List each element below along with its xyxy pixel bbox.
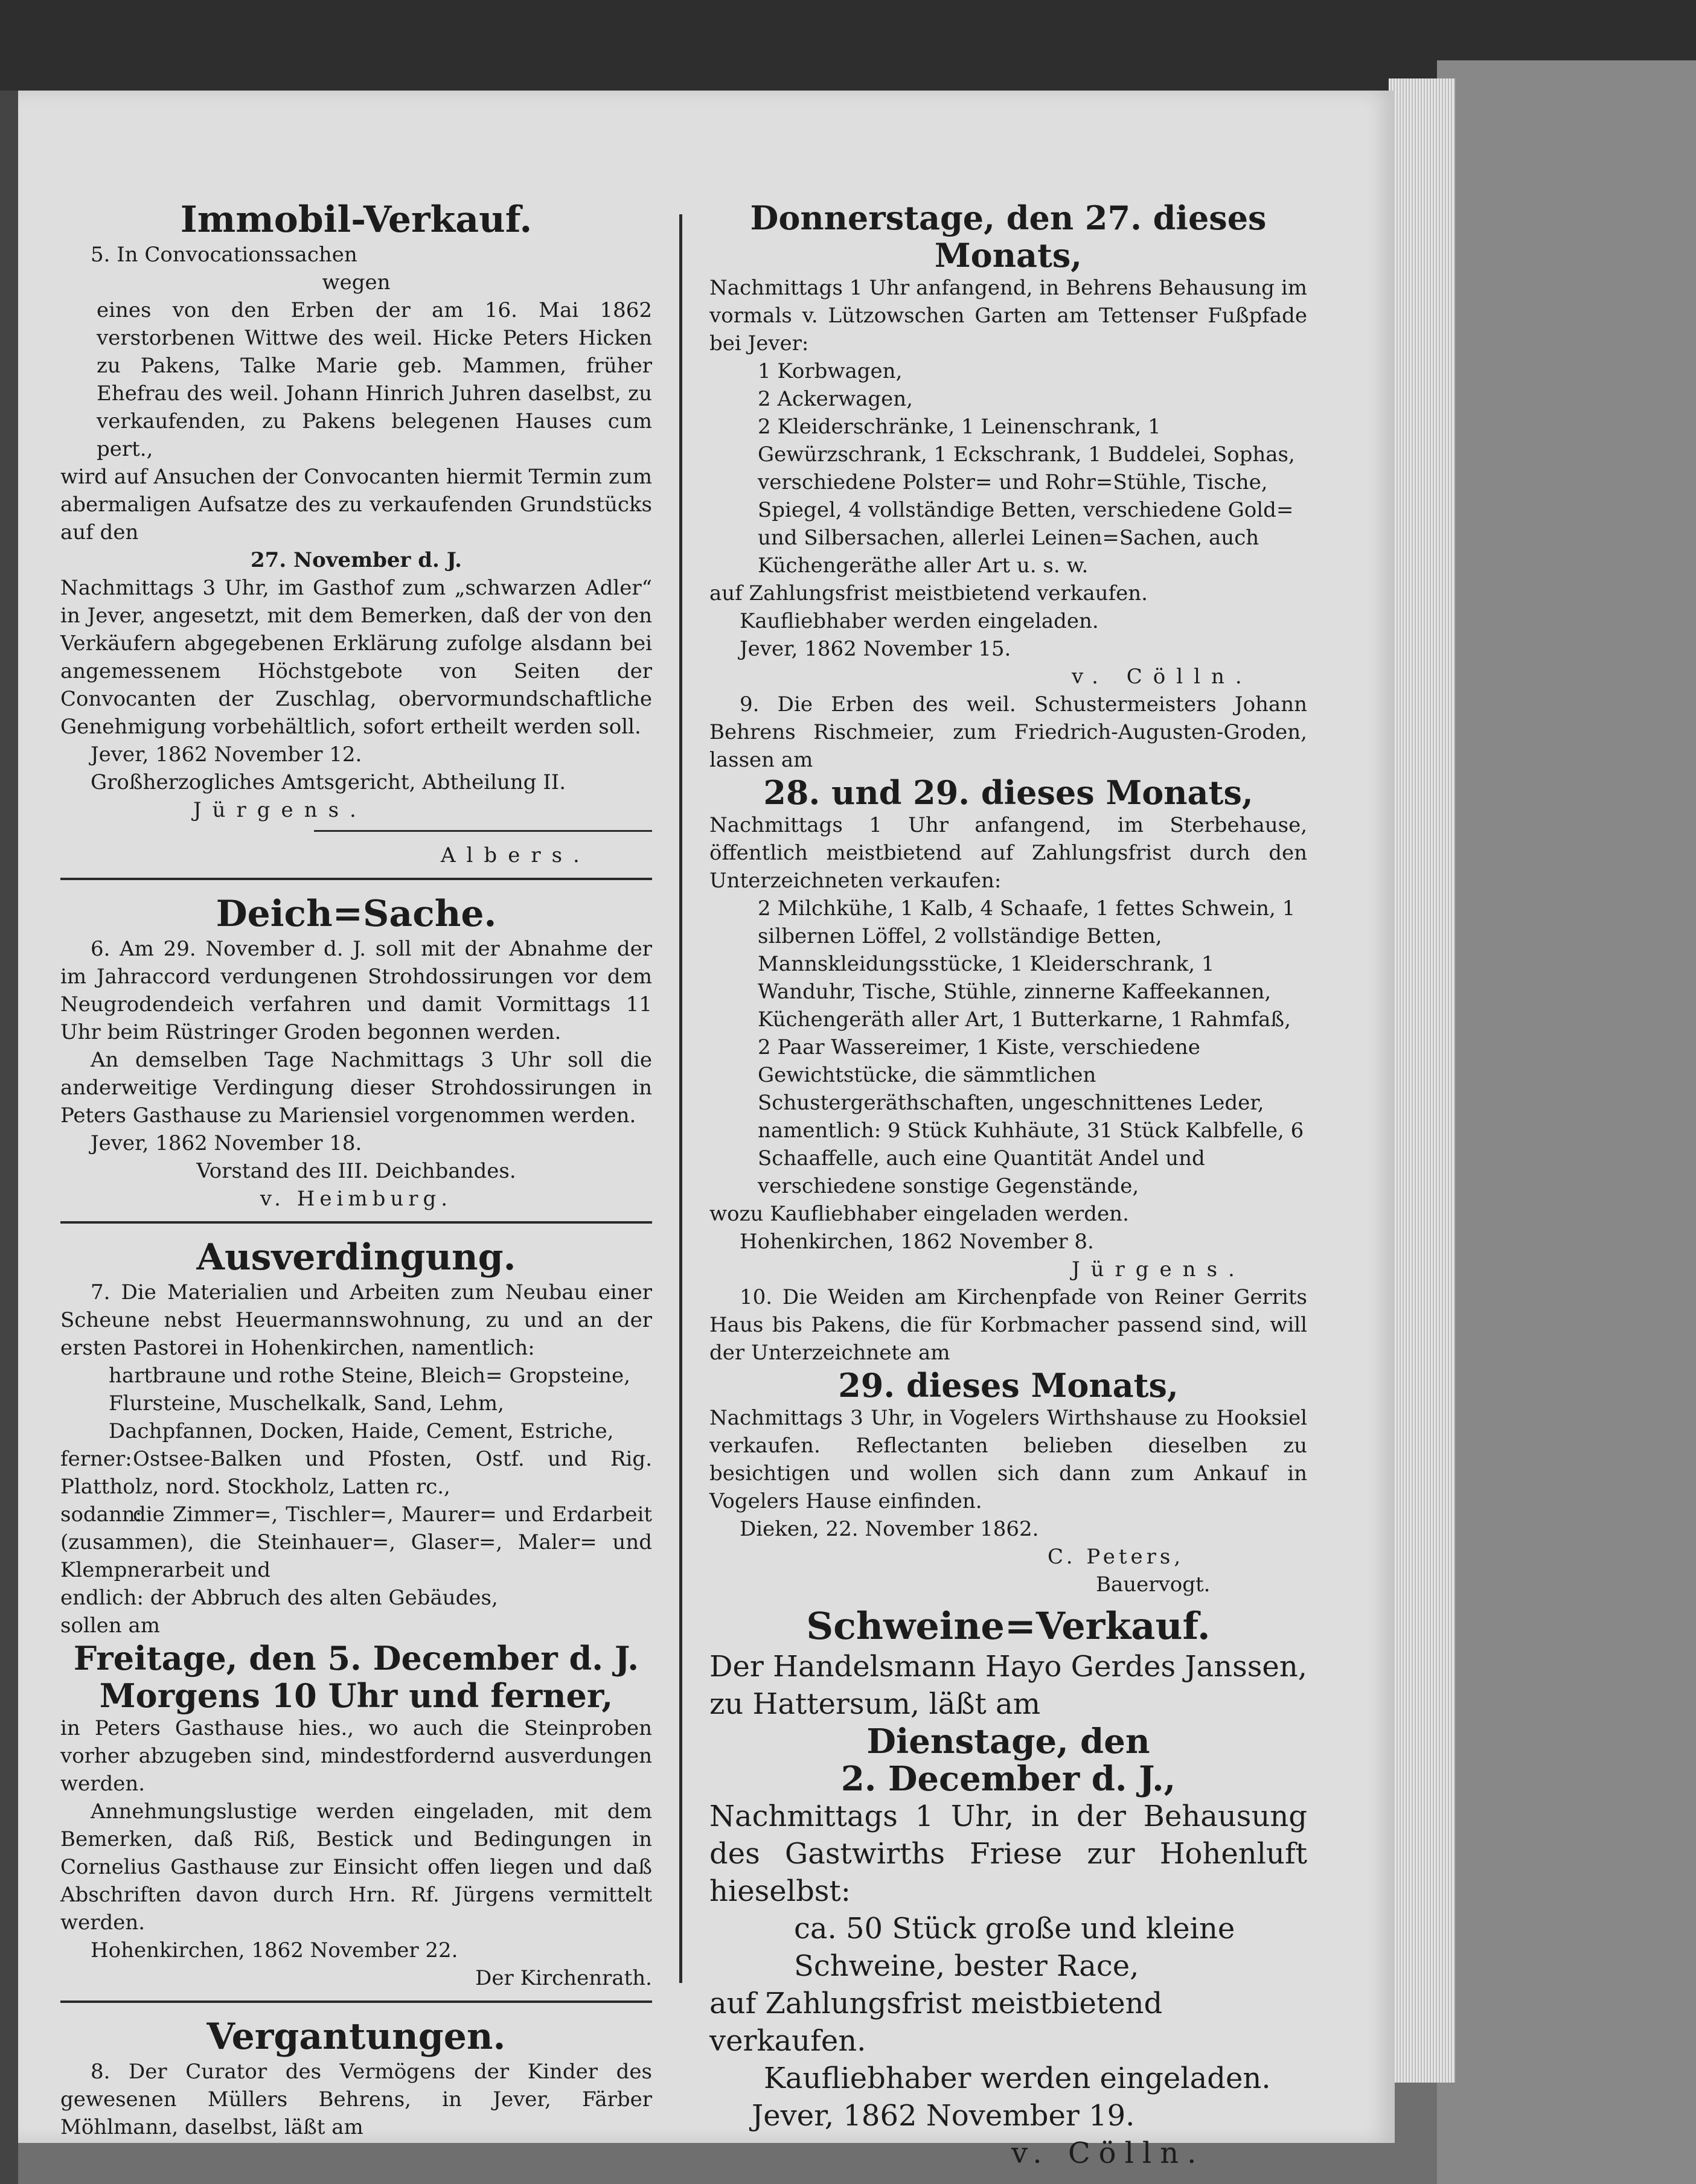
auction-date: 28. und 29. dieses Monats,: [763, 773, 1253, 813]
section-title-vergantungen: Vergantungen.: [206, 2016, 506, 2058]
ad-text: Kaufliebhaber werden eingeladen.: [764, 2061, 1271, 2095]
place-date: Jever, 1862 November 12.: [91, 742, 362, 767]
item-text: Ostsee-Balken und Pfosten, Ostf. und Rig. Plattholz, nord. Stockholz, Latten rc.,: [60, 1447, 652, 1499]
signature: Der Kirchenrath.: [475, 1966, 652, 1991]
auction-time: Morgens 10 Uhr und ferner,: [99, 1676, 613, 1716]
rule: [314, 830, 652, 832]
paragraph: 7. Die Materialien und Arbeiten zum Neubau einer Scheune nebst Heuermannswohnung, zu und an der ersten Pastorei in Hohenkirchen, namentlich:: [60, 1280, 652, 1360]
place-date: Hohenkirchen, 1862 November 8.: [740, 1230, 1094, 1254]
book-gutter: [0, 91, 18, 2184]
section-title-ausverdingung: Ausverdingung.: [196, 1236, 516, 1279]
place-date: Jever, 1862 November 19.: [752, 2098, 1135, 2133]
place-date: Dieken, 22. November 1862.: [740, 1517, 1039, 1542]
text-line: sollen am: [60, 1614, 161, 1638]
signature: Jürgens.: [1072, 1257, 1246, 1282]
section-rule: [60, 2000, 652, 2003]
signature: C. Peters,: [1048, 1545, 1185, 1569]
paragraph: 8. Der Curator des Vermögens der Kinder des gewesenen Müllers Behrens, in Jever, Färber Möhlmann, daselbst, läßt am: [60, 2060, 652, 2140]
book-cover-right: [1437, 60, 1696, 2184]
paragraph: 6. Am 29. November d. J. soll mit der Abnahme der im Jahraccord verdungenen Strohdossirungen vor dem Neugrodendeich verfahren und damit Vormittags 11 Uhr beim Rüstringer Groden begonnen werden.: [60, 937, 652, 1044]
signature: v. Heimburg.: [260, 1187, 453, 1211]
list-item: 1 Korbwagen,: [758, 359, 903, 384]
section-title-immobil: Immobil-Verkauf.: [180, 199, 533, 241]
text-line: wegen: [322, 270, 391, 295]
paragraph: Kaufliebhaber werden eingeladen.: [740, 609, 1099, 634]
section-title-schweine: Schweine=Verkauf.: [806, 1604, 1211, 1649]
ad-text: Nachmittags 1 Uhr, in der Behausung des Gastwirths Friese zur Hohenluft hieselbst:: [709, 1799, 1307, 1908]
board-name: Vorstand des III. Deichbandes.: [196, 1159, 516, 1183]
auction-date: 27. November d. J.: [251, 548, 462, 572]
place-date: Hohenkirchen, 1862 November 22.: [91, 1938, 458, 1963]
left-column: [60, 199, 652, 2141]
ad-text: ca. 50 Stück große und kleine Schweine, bester Race,: [794, 1911, 1235, 1983]
page-edges: [1389, 78, 1455, 2083]
signature: v. Cölln.: [1072, 665, 1253, 689]
paragraph: Nachmittags 3 Uhr, in Vogelers Wirthshause zu Hooksiel verkaufen. Reflectanten belieben dieselben zu besichtigen und wollen sich dann zum Ankauf in Vogelers Hause einfinden.: [709, 1406, 1307, 1514]
paragraph: Nachmittags 3 Uhr, im Gasthof zum „schwarzen Adler“ in Jever, angesetzt, mit dem Bemerken, daß der von den Verkäufern abgegebenen Erklärung zufolge alsdann bei angemessenem Höchstgebote von Seiten der Convocanten der Zuschlag, obervormundschaftliche Genehmigung vorbehältlich, sofort ertheilt werden soll.: [60, 576, 652, 739]
label: ferner:: [60, 1447, 132, 1471]
list-item: 2 Ackerwagen,: [758, 387, 913, 412]
list-item-sodann: [60, 1501, 652, 1584]
paragraph: Nachmittags 1 Uhr anfangend, in Behrens Behausung im vormals v. Lützowschen Garten am Tettenser Fußpfade bei Jever:: [709, 276, 1307, 356]
ad-text: auf Zahlungsfrist meistbietend verkaufen.: [709, 1986, 1163, 2058]
section-rule: [60, 1221, 652, 1224]
ad-text: Der Handelsmann Hayo Gerdes Janssen, zu Hattersum, läßt am: [709, 1649, 1307, 1721]
auction-date: Donnerstage, den 27. dieses Monats,: [750, 199, 1267, 275]
section-title-deich: Deich=Sache.: [216, 893, 497, 935]
signature-title: Bauervogt.: [1096, 1573, 1211, 1597]
paragraph: auf Zahlungsfrist meistbietend verkaufen.: [709, 581, 1148, 606]
list-item: 2 Kleiderschränke, 1 Leinenschrank, 1 Gewürzschrank, 1 Eckschrank, 1 Buddelei, Sophas, verschiedene Polster= und Rohr=Stühle, Tische, Spiegel, 4 vollständige Betten, verschiedene Gold= und Silbersachen, allerlei Leinen=Sachen, auch Küchengeräthe aller Art u. s. w.: [758, 415, 1295, 578]
place-date: Jever, 1862 November 15.: [740, 637, 1011, 662]
paragraph: An demselben Tage Nachmittags 3 Uhr soll die anderweitige Verdingung dieser Strohdossirungen in Peters Gasthause zu Mariensiel vorgenommen werden.: [60, 1048, 652, 1128]
paragraph: wozu Kaufliebhaber eingeladen werden.: [709, 1202, 1129, 1227]
right-column: [709, 199, 1307, 2172]
auction-date: Freitage, den 5. December d. J.: [73, 1639, 639, 1678]
ad-date: 2. December d. J.,: [840, 1758, 1176, 1799]
list-item: 2 Milchkühe, 1 Kalb, 4 Schaafe, 1 fettes Schwein, 1 silbernen Löffel, 2 vollständige Betten, Mannskleidungsstücke, 1 Kleiderschrank, 1 Wanduhr, Tische, Stühle, zinnerne Kaffeekannen, Küchengeräth aller Art, 1 Butterkarne, 1 Rahmfaß, 2 Paar Wassereimer, 1 Kiste, verschiedene Gewichtstücke, die sämmtlichen Schustergeräthschaften, ungeschnittenes Leder, namentlich: 9 Stück Kuhhäute, 31 Stück Kalbfelle, 6 Schaaffelle, auch eine Quantität Andel und verschiedene sonstige Gegenstände,: [758, 896, 1304, 1199]
column-divider: [679, 214, 682, 1983]
paragraph: wird auf Ansuchen der Convocanten hiermit Termin zum abermaligen Aufsatze des zu verkaufenden Grundstücks auf den: [60, 465, 652, 544]
section-rule: [60, 878, 652, 880]
paragraph: in Peters Gasthause hies., wo auch die Steinproben vorher abzugeben sind, mindestfordernd ausverdungen werden.: [60, 1716, 652, 1796]
signature: Jürgens.: [193, 798, 367, 822]
paragraph: Nachmittags 1 Uhr anfangend, im Sterbehause, öffentlich meistbietend auf Zahlungsfrist durch den Unterzeichneten verkaufen:: [709, 813, 1307, 893]
paragraph: 10. Die Weiden am Kirchenpfade von Reiner Gerrits Haus bis Pakens, die für Korbmacher passend sind, will der Unterzeichnete am: [709, 1285, 1307, 1365]
text-line: 5. In Convocationssachen: [91, 243, 357, 267]
signature: v. Cölln.: [1011, 2136, 1205, 2170]
list-item-ferner: [60, 1445, 652, 1501]
paragraph: Annehmungslustige werden eingeladen, mit dem Bemerken, daß Riß, Bestick und Bedingungen in Cornelius Gasthause zur Einsicht offen liegen und daß Abschriften davon durch Hrn. Rf. Jürgens vermittelt werden.: [60, 1799, 652, 1935]
place-date: Jever, 1862 November 18.: [91, 1131, 362, 1155]
paragraph: 9. Die Erben des weil. Schustermeisters Johann Behrens Rischmeier, zum Friedrich-Augusten-Groden, lassen am: [709, 692, 1307, 773]
ad-date: Dienstage, den: [866, 1721, 1150, 1761]
auction-date: 29. dieses Monats,: [838, 1366, 1179, 1405]
list-item: hartbraune und rothe Steine, Bleich= Gropsteine, Flursteine, Muschelkalk, Sand, Lehm, Dachpfannen, Docken, Haide, Cement, Estriche,: [109, 1364, 630, 1443]
court-name: Großherzogliches Amtsgericht, Abtheilung II.: [91, 770, 566, 794]
paragraph: eines von den Erben der am 16. Mai 1862 verstorbenen Wittwe des weil. Hicke Peters Hicken zu Pakens, Talke Marie geb. Mammen, früher Ehefrau des weil. Johann Hinrich Juhren daselbst, zu verkaufenden, zu Pakens belegenen Hauses cum pert.,: [97, 298, 652, 461]
list-item-endlich: endlich: der Abbruch des alten Gebäudes,: [60, 1586, 498, 1610]
signature: Albers.: [441, 843, 590, 867]
label: sodann:: [60, 1502, 142, 1527]
item-text: die Zimmer=, Tischler=, Maurer= und Erdarbeit (zusammen), die Steinhauer=, Glaser=, Maler= und Klempnerarbeit und: [60, 1502, 652, 1582]
